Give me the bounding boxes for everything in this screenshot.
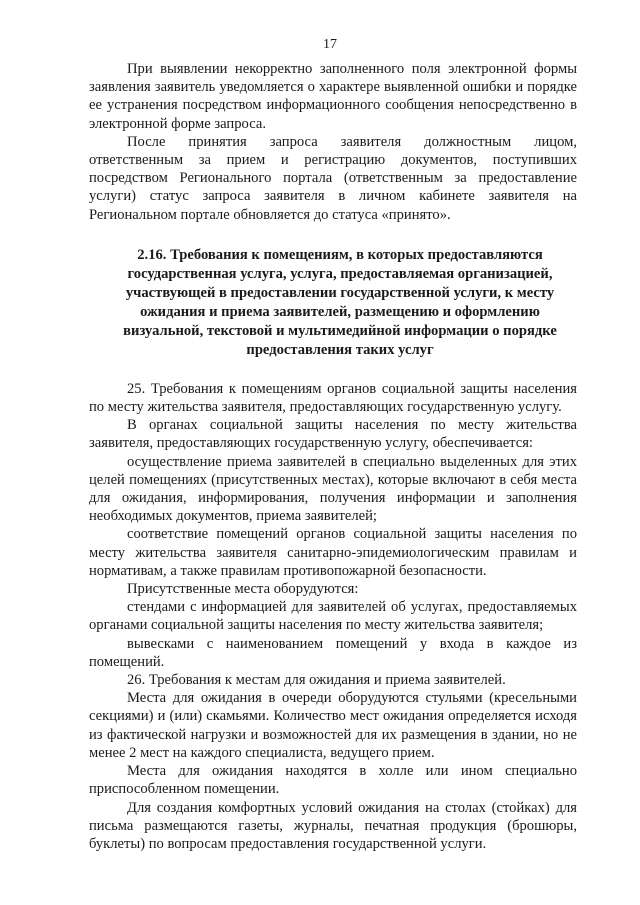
paragraph-signboards: вывесками с наименованием помещений у входа в каждое из помещений. [89, 635, 577, 670]
heading-line: ожидания и приема заявителей, размещению и оформлению [140, 303, 540, 320]
paragraph-waiting-seats: Места для ожидания в очереди оборудуются стульями (кресельными секциями) и (или) скамьями. Количество мест ожидания определяется исходя из фактической нагрузки и возможностей для их размещения в здании, но не менее 2 мест на каждого специалиста, ведущего прием. [89, 690, 577, 761]
document-body [89, 60, 577, 853]
paragraph-equipment-intro: Присутственные места оборудуются: [127, 581, 359, 598]
paragraph-item-25: 25. Требования к помещениям органов социальной защиты населения по месту жительства заявителя, предоставляющих государственную услугу. [89, 380, 577, 416]
heading-line: 2.16. Требования к помещениям, в которых предоставляются [137, 246, 543, 263]
paragraph-item-26: 26. Требования к местам для ожидания и приема заявителей. [127, 672, 506, 689]
paragraph-waiting-location: Места для ожидания находятся в холле или ином специально приспособленном помещении. [89, 763, 577, 798]
section-heading-2-16 [89, 246, 577, 360]
paragraph-request-status: После принятия запроса заявителя должностным лицом, ответственным за прием и регистрацию документов, поступивших посредством Регионального портала (ответственным за предоставление услуги) статус запроса заявителя в личном кабинете заявителя на Региональном портале обновляется до статуса «принято». [89, 133, 577, 223]
paragraph-comfort-materials: Для создания комфортных условий ожидания на столах (стойках) для письма размещаются газеты, журналы, печатная продукция (брошюры, буклеты) по вопросам предоставления государственной услуги. [89, 799, 577, 852]
heading-line: государственная услуга, услуга, предоставляемая организацией, [127, 265, 553, 282]
paragraph-reception-premises: осуществление приема заявителей в специально выделенных для этих целей помещениях (присутственных местах), которые включают в себя места для ожидания, информирования, получения информации и заполнения необходимых документов, приема заявителей; [89, 453, 577, 525]
paragraph-info-stands: стендами с информацией для заявителей об услугах, предоставляемых органами социальной защиты населения по месту жительства заявителя; [89, 599, 577, 634]
heading-line: визуальной, текстовой и мультимедийной информации о порядке [123, 322, 557, 339]
paragraph-validation-error: При выявлении некорректно заполненного поля электронной формы заявления заявитель уведомляется о характере выявленной ошибки и порядке ее устранения посредством информационного сообщения непосредственно в электронной форме запроса. [89, 61, 577, 132]
page-number: 17 [323, 37, 337, 52]
paragraph-sanitary-compliance: соответствие помещений органов социальной защиты населения по месту жительства заявителя санитарно-эпидемиологическим правилам и нормативам, а также правилам противопожарной безопасности. [89, 526, 577, 579]
heading-line: участвующей в предоставлении государственной услуги, к месту [125, 284, 555, 301]
heading-line: предоставления таких услуг [246, 341, 434, 358]
paragraph-provisions: В органах социальной защиты населения по месту жительства заявителя, предоставляющих государственную услугу, обеспечивается: [89, 417, 577, 452]
